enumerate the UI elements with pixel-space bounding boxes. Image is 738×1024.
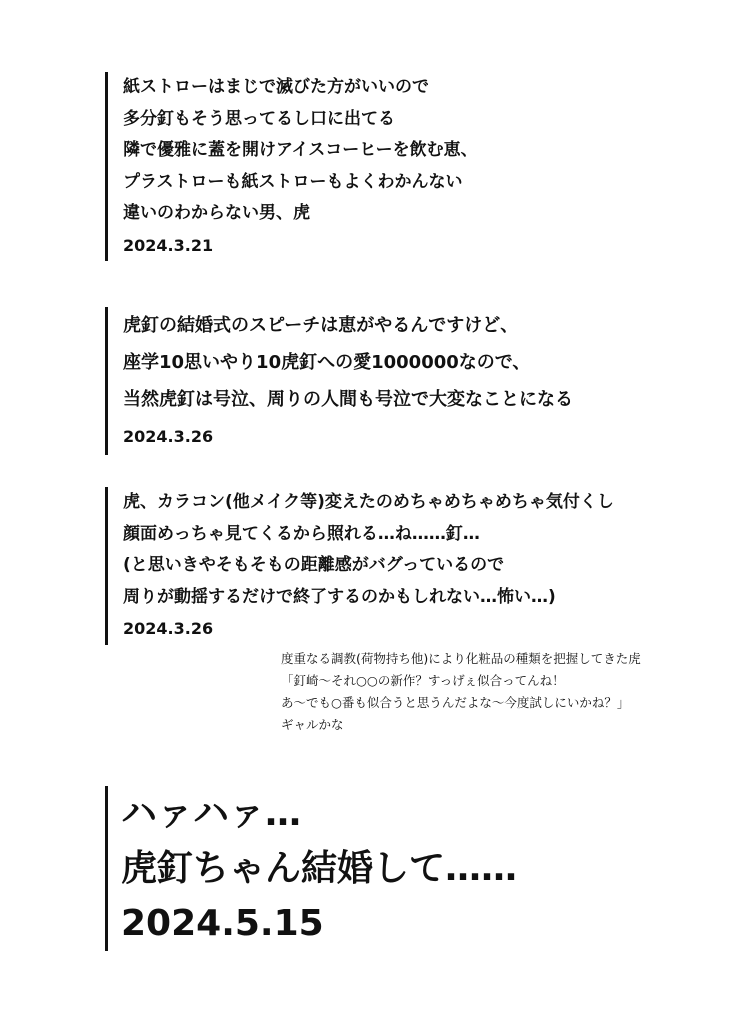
post-text-line: 紙ストローはまじで滅びた方がいいので [123, 77, 429, 97]
post-block-2 [105, 307, 573, 455]
post-block-3 [105, 487, 614, 645]
note-line: ギャルかな [281, 717, 344, 732]
post-text-line: ハァハァ… [121, 793, 302, 834]
note-line: 「釘崎〜それ○○の新作？すっげぇ似合ってんね！ [281, 673, 565, 688]
post-text-line: 虎釘の結婚式のスピーチは恵がやるんですけど、 [123, 315, 519, 336]
post-text-line: (と思いきやそもそもの距離感がバグっているので [123, 555, 505, 575]
aside-note [281, 648, 641, 736]
post-text-line: 違いのわからない男、虎 [123, 203, 310, 223]
post-text-line: 多分釘もそう思ってるし口に出てる [123, 108, 395, 129]
post-text-line: 隣で優雅に蓋を開けアイスコーヒーを飲む恵、 [123, 140, 478, 160]
post-text-line: 周りが動揺するだけで終了するのかもしれない…怖い…) [123, 586, 556, 607]
post-date: 2024.3.26 [123, 427, 214, 446]
post-text-line: プラストローも紙ストローもよくわかんない [123, 171, 463, 192]
post-block-1 [105, 72, 478, 261]
post-text-line: 座学10思いやり10虎釘への愛1000000なので、 [123, 352, 531, 373]
note-line: あ〜でも○番も似合うと思うんだよな〜今度試しにいかね？」 [281, 695, 630, 710]
post-text-line: 当然虎釘は号泣、周りの人間も号泣で大変なことになる [123, 389, 573, 410]
post-text-line: 顔面めっちゃ見てくるから照れる…ね……釘… [123, 523, 480, 544]
post-text-line: 虎、カラコン(他メイク等)変えたのめちゃめちゃめちゃ気付くし [123, 492, 614, 512]
post-date: 2024.3.21 [123, 235, 214, 255]
post-date: 2024.5.15 [121, 903, 324, 944]
post-date: 2024.3.26 [123, 619, 214, 638]
note-line: 度重なる調教(荷物持ち他)により化粧品の種類を把握してきた虎 [281, 651, 641, 666]
post-text-line: 虎釘ちゃん結婚して…… [121, 848, 518, 889]
post-block-4 [105, 786, 517, 951]
